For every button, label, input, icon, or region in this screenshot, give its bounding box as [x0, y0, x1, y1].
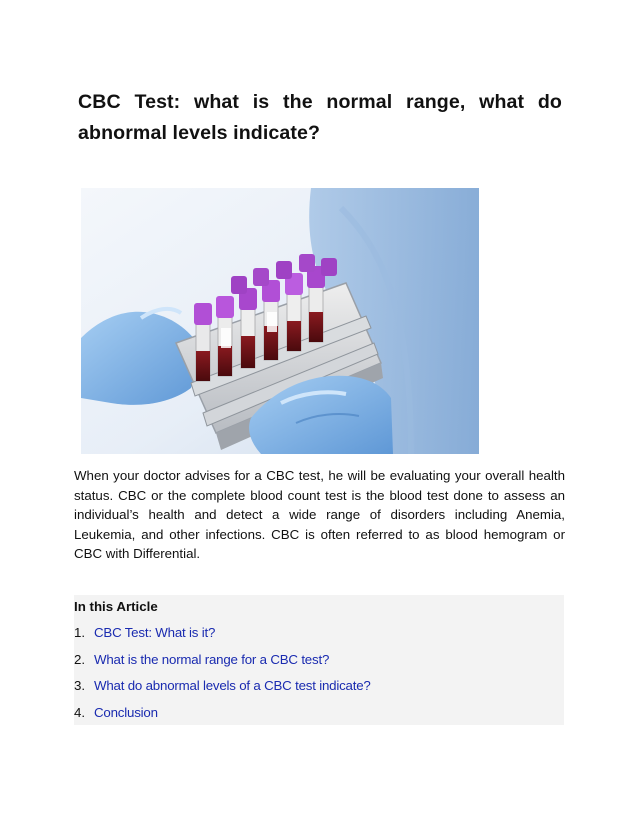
toc-item-number: 3.: [74, 678, 86, 693]
toc-item: [74, 651, 371, 678]
toc-link-what-is-it[interactable]: CBC Test: What is it?: [94, 625, 216, 640]
toc-link-abnormal-levels[interactable]: What do abnormal levels of a CBC test indicate?: [94, 678, 371, 693]
toc-link-normal-range[interactable]: What is the normal range for a CBC test?: [94, 651, 330, 667]
toc-list: [74, 624, 371, 730]
toc-item: [74, 677, 371, 704]
hero-image: [81, 188, 479, 454]
table-of-contents: [74, 595, 564, 725]
intro-paragraph: When your doctor advises for a CBC test, he will be evaluating your overall health status. CBC or the complete blood count test is the blood test done to assess an individual’s health and detect a wide range of disorders including Anemia, Leukemia, and other infections. CBC is often referred to as blood hemogram or CBC with Differential.: [74, 468, 565, 561]
toc-item-number: 4.: [74, 704, 86, 720]
toc-item: [74, 624, 371, 651]
article-title: CBC Test: what is the normal range, what do abnormal levels indicate?: [78, 91, 562, 144]
toc-link-conclusion[interactable]: Conclusion: [94, 704, 158, 720]
toc-item-number: 2.: [74, 651, 86, 667]
toc-item: [74, 704, 371, 731]
toc-heading: In this Article: [74, 599, 158, 614]
toc-item-number: 1.: [74, 625, 86, 640]
